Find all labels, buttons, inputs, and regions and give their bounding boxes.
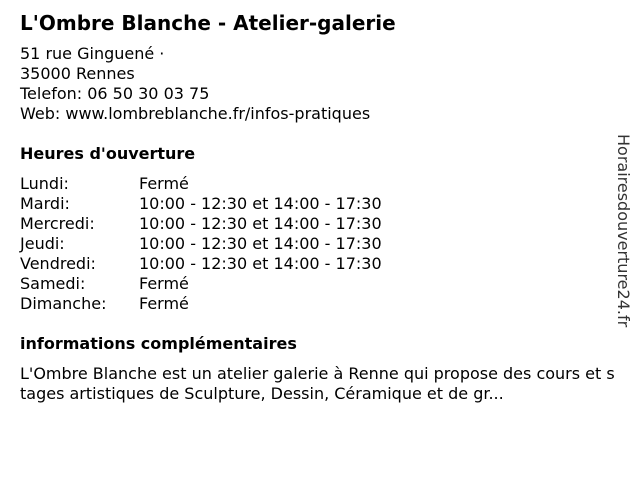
- hours-row-sunday: [20, 294, 440, 314]
- day-label: Mardi:: [20, 194, 70, 213]
- day-label: Vendredi:: [20, 254, 96, 273]
- time-value: 10:00 - 12:30 et 14:00 - 17:30: [139, 254, 382, 273]
- hours-row-tuesday: [20, 194, 440, 214]
- day-label: Jeudi:: [20, 234, 65, 253]
- hours-row-friday: [20, 254, 440, 274]
- time-value: 10:00 - 12:30 et 14:00 - 17:30: [139, 234, 382, 253]
- day-label: Samedi:: [20, 274, 86, 293]
- website-link[interactable]: Web: www.lombreblanche.fr/infos-pratiques: [20, 104, 371, 123]
- hours-row-wednesday: [20, 214, 440, 234]
- time-value: 10:00 - 12:30 et 14:00 - 17:30: [139, 214, 382, 233]
- time-value: Fermé: [139, 174, 189, 193]
- contact-block: [20, 44, 370, 124]
- time-value: 10:00 - 12:30 et 14:00 - 17:30: [139, 194, 382, 213]
- hours-heading: Heures d'ouverture: [20, 144, 196, 163]
- address-line-1: 51 rue Ginguené ·: [20, 44, 165, 63]
- hours-row-monday: [20, 174, 440, 194]
- time-value: Fermé: [139, 294, 189, 313]
- hours-row-thursday: [20, 234, 440, 254]
- phone-number: Telefon: 06 50 30 03 75: [20, 84, 210, 103]
- day-label: Dimanche:: [20, 294, 107, 313]
- day-label: Mercredi:: [20, 214, 95, 233]
- info-heading: informations complémentaires: [20, 334, 297, 353]
- business-title: L'Ombre Blanche - Atelier-galerie: [20, 11, 396, 35]
- time-value: Fermé: [139, 274, 189, 293]
- info-text: L'Ombre Blanche est un atelier galerie à Renne qui propose des cours et stages artistiques de Sculpture, Dessin, Céramique et de gr...: [20, 364, 615, 403]
- hours-row-saturday: [20, 274, 440, 294]
- site-watermark: Horairesdouverture24.fr: [614, 134, 633, 328]
- hours-table: [20, 174, 440, 314]
- day-label: Lundi:: [20, 174, 69, 193]
- address-line-2: 35000 Rennes: [20, 64, 135, 83]
